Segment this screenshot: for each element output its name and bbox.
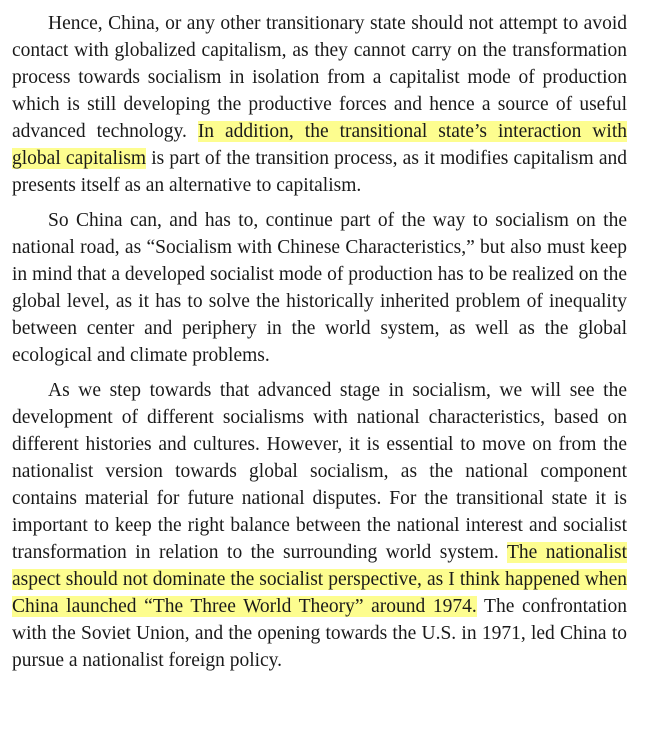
paragraph-1-text-2: is part of the transition process, as it modifies capitalism and presents itself as an alternative to capitalism.	[12, 148, 627, 196]
paragraph-1-text-1: Hence, China, or any other transitionary state should not attempt to avoid contact with globalized capitalism, as they cannot carry on the transformation process towards socialism in isolation from a capitalist mode of production which is still developing the productive forces and hence a source of useful advanced technology.	[12, 13, 627, 142]
paragraph-3-text-1: As we step towards that advanced stage in socialism, we will see the development of different socialisms with national characteristics, based on different histories and cultures. However, it is essential to move on from the nationalist version towards global socialism, as the national component contains material for future national disputes. For the transitional state it is important to keep the right balance between the national interest and socialist transformation in relation to the surrounding world system.	[12, 380, 627, 563]
paragraph-2-text-1: So China can, and has to, continue part of the way to socialism on the national road, as “Socialism with Chinese Characteristics,” but also must keep in mind that a developed socialist mode of production has to be realized on the global level, as it has to solve the historically inherited problem of inequality between center and periphery in the world system, as well as the global ecological and climate problems.	[12, 210, 627, 366]
paragraph-3-text-2: The confrontation with the Soviet Union, and the opening towards the U.S. in 1971, led China to pursue a nationalist foreign policy.	[12, 596, 627, 671]
paragraph-1	[12, 10, 627, 199]
highlight-nationalist-aspect: The nationalist aspect should not dominate the socialist perspective, as I think happened when China launched “The Three World Theory” around 1974.	[12, 542, 627, 617]
paragraph-3	[12, 377, 627, 674]
highlight-transitional-interaction: In addition, the transitional state’s interaction with global capitalism	[12, 121, 627, 169]
document-page	[12, 10, 627, 682]
paragraph-2	[12, 207, 627, 369]
